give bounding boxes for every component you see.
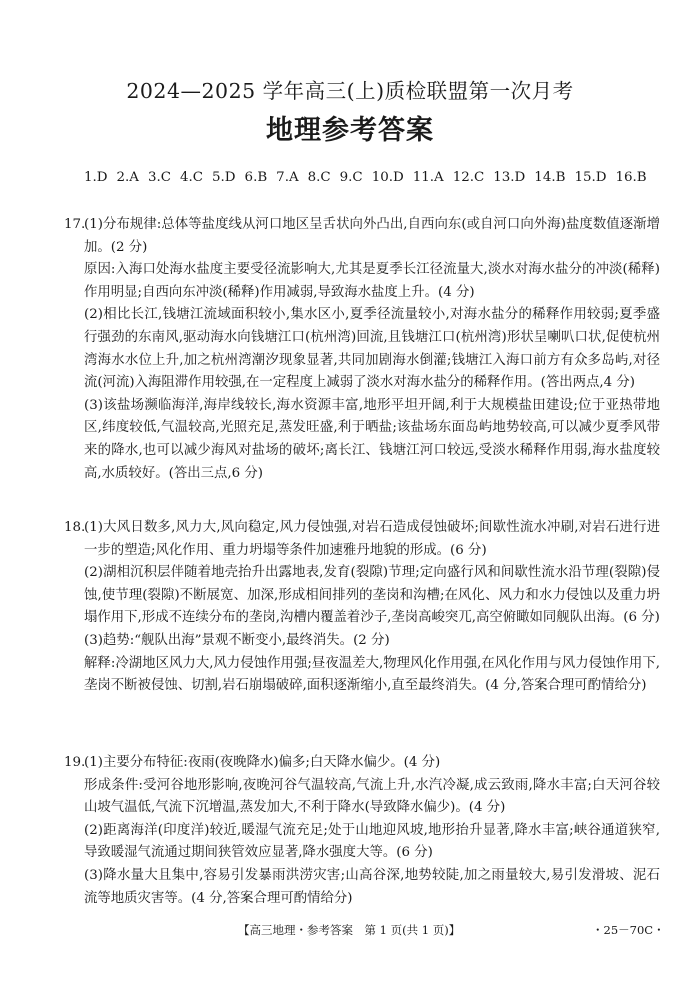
choice-answers <box>84 167 664 190</box>
answer-paragraph: (2)湖相沉积层伴随着地壳抬升出露地表,发育(裂隙)节理;定向盛行风和间歇性流水沿节理(裂隙)侵蚀,使节理(裂隙)不断展宽、加深,形成相间排列的垄岗和沟槽;在风化、风力和水力侵蚀以及重力坍塌作用下,形成不连续分布的垄岗,沟槽内覆盖着沙子,垄岗高峻突兀,高空俯瞰如同舰队出海。(6 分) <box>84 565 660 626</box>
question-number: 18. <box>64 520 86 535</box>
answer-paragraph: (1)大风日数多,风力大,风向稳定,风力侵蚀强,对岩石造成侵蚀破坏;间歇性流水冲刷,对岩石进行进一步的塑造;风化作用、重力坍塌等条件加速雅丹地貌的形成。(6 分) <box>84 520 660 558</box>
answer-paragraph: (3)趋势:“舰队出海”景观不断变小,最终消失。(2 分) <box>84 632 390 648</box>
exam-title: 2024—2025 学年高三(上)质检联盟第一次月考 <box>126 79 574 103</box>
choice-answer: 9.C <box>339 170 363 185</box>
choice-answer: 7.A <box>276 170 299 185</box>
question-number: 19. <box>64 755 86 770</box>
footer-page-info: 【高三地理・参考答案 第 1 页(共 1 页)】 <box>238 923 461 937</box>
answer-paragraph: (2)相比长江,钱塘江流域面积较小,集水区小,夏季径流量较小,对海水盐分的稀释作用较弱;夏季盛行强劲的东南风,驱动海水向钱塘江口(杭州湾)回流,且钱塘江口(杭州湾)形状呈喇叭口状,促使杭州湾海水水位上升,加之杭州湾潮汐现象显著,共同加剧海水倒灌;钱塘江入海口前方有众多岛屿,对径流(河流)入海阻滞作用较强,在一定程度上减弱了淡水对海水盐分的稀释作用。(答出两点,4 分) <box>84 307 660 391</box>
choice-answer: 4.C <box>180 170 204 185</box>
choice-answer: 13.D <box>493 170 526 185</box>
choice-answer: 2.A <box>116 170 139 185</box>
choice-answer: 5.D <box>212 170 236 185</box>
answer-paragraph: (1)主要分布特征:夜雨(夜晚降水)偏多;白天降水偏少。(4 分) <box>84 755 441 770</box>
choice-answer: 14.B <box>534 170 566 185</box>
answer-paragraph: 原因:入海口处海水盐度主要受径流影响大,尤其是夏季长江径流量大,淡水对海水盐分的冲淡(稀释)作用明显;自西向东冲淡(稀释)作用减弱,导致海水盐度上升。(4 分) <box>84 262 660 300</box>
choice-answer: 12.C <box>452 170 485 185</box>
question-answer-body <box>84 752 660 910</box>
choice-answer: 16.B <box>615 170 647 185</box>
answer-paragraph: (3)该盐场濒临海洋,海岸线较长,海水资源丰富,地形平坦开阔,利于大规模盐田建设;位于亚热带地区,纬度较低,气温较高,光照充足,蒸发旺盛,利于晒盐;该盐场东面岛屿地势较高,可以减少夏季风带来的降水,也可以减少海风对盐场的破坏;离长江、钱塘江河口较远,受淡水稀释作用弱,海水盐度较高,水质较好。(答出三点,6 分) <box>84 397 660 481</box>
choice-answer: 11.A <box>412 170 444 185</box>
choice-answer: 8.C <box>307 170 331 185</box>
answer-paragraph: (3)降水量大且集中,容易引发暴雨洪涝灾害;山高谷深,地势较陡,加之雨量较大,易引发滑坡、泥石流等地质灾害等。(4 分,答案合理可酌情给分) <box>84 867 660 906</box>
choice-answer: 1.D <box>84 170 108 185</box>
answer-paragraph: (1)分布规律:总体等盐度线从河口地区呈舌状向外凸出,自西向东(或自河口向外海)盐度数值逐渐增加。(2 分) <box>84 217 660 255</box>
footer-code: ・25－70C・ <box>592 923 665 937</box>
answer-paragraph: 解释:冷湖地区风力大,风力侵蚀作用强;昼夜温差大,物理风化作用强,在风化作用与风力侵蚀作用下,垄岗不断被侵蚀、切割,岩石崩塌破碎,面积逐渐缩小,直至最终消失。(4 分,答案合理可酌情给分) <box>84 655 660 694</box>
answer-paragraph: 形成条件:受河谷地形影响,夜晚河谷气温较高,气流上升,水汽冷凝,成云致雨,降水丰富;白天河谷较山坡气温低,气流下沉增温,蒸发加大,不利于降水(导致降水偏少)。(4 分) <box>84 777 660 816</box>
page-footer <box>0 922 700 942</box>
question-number: 17. <box>64 217 86 232</box>
answer-paragraph: (2)距离海洋(印度洋)较近,暖湿气流充足;处于山地迎风坡,地形抬升显著,降水丰富;峡谷通道狭窄,导致暖湿气流通过期间狭管效应显著,降水强度大等。(6 分) <box>84 822 660 861</box>
question-answer-body <box>84 517 660 698</box>
question-answer-body <box>84 214 660 485</box>
page-title: 地理参考答案 <box>266 115 434 146</box>
choice-answer: 10.D <box>371 170 404 185</box>
choice-answer: 3.C <box>147 170 171 185</box>
choice-answer: 15.D <box>574 170 607 185</box>
choice-answer: 6.B <box>244 170 268 185</box>
